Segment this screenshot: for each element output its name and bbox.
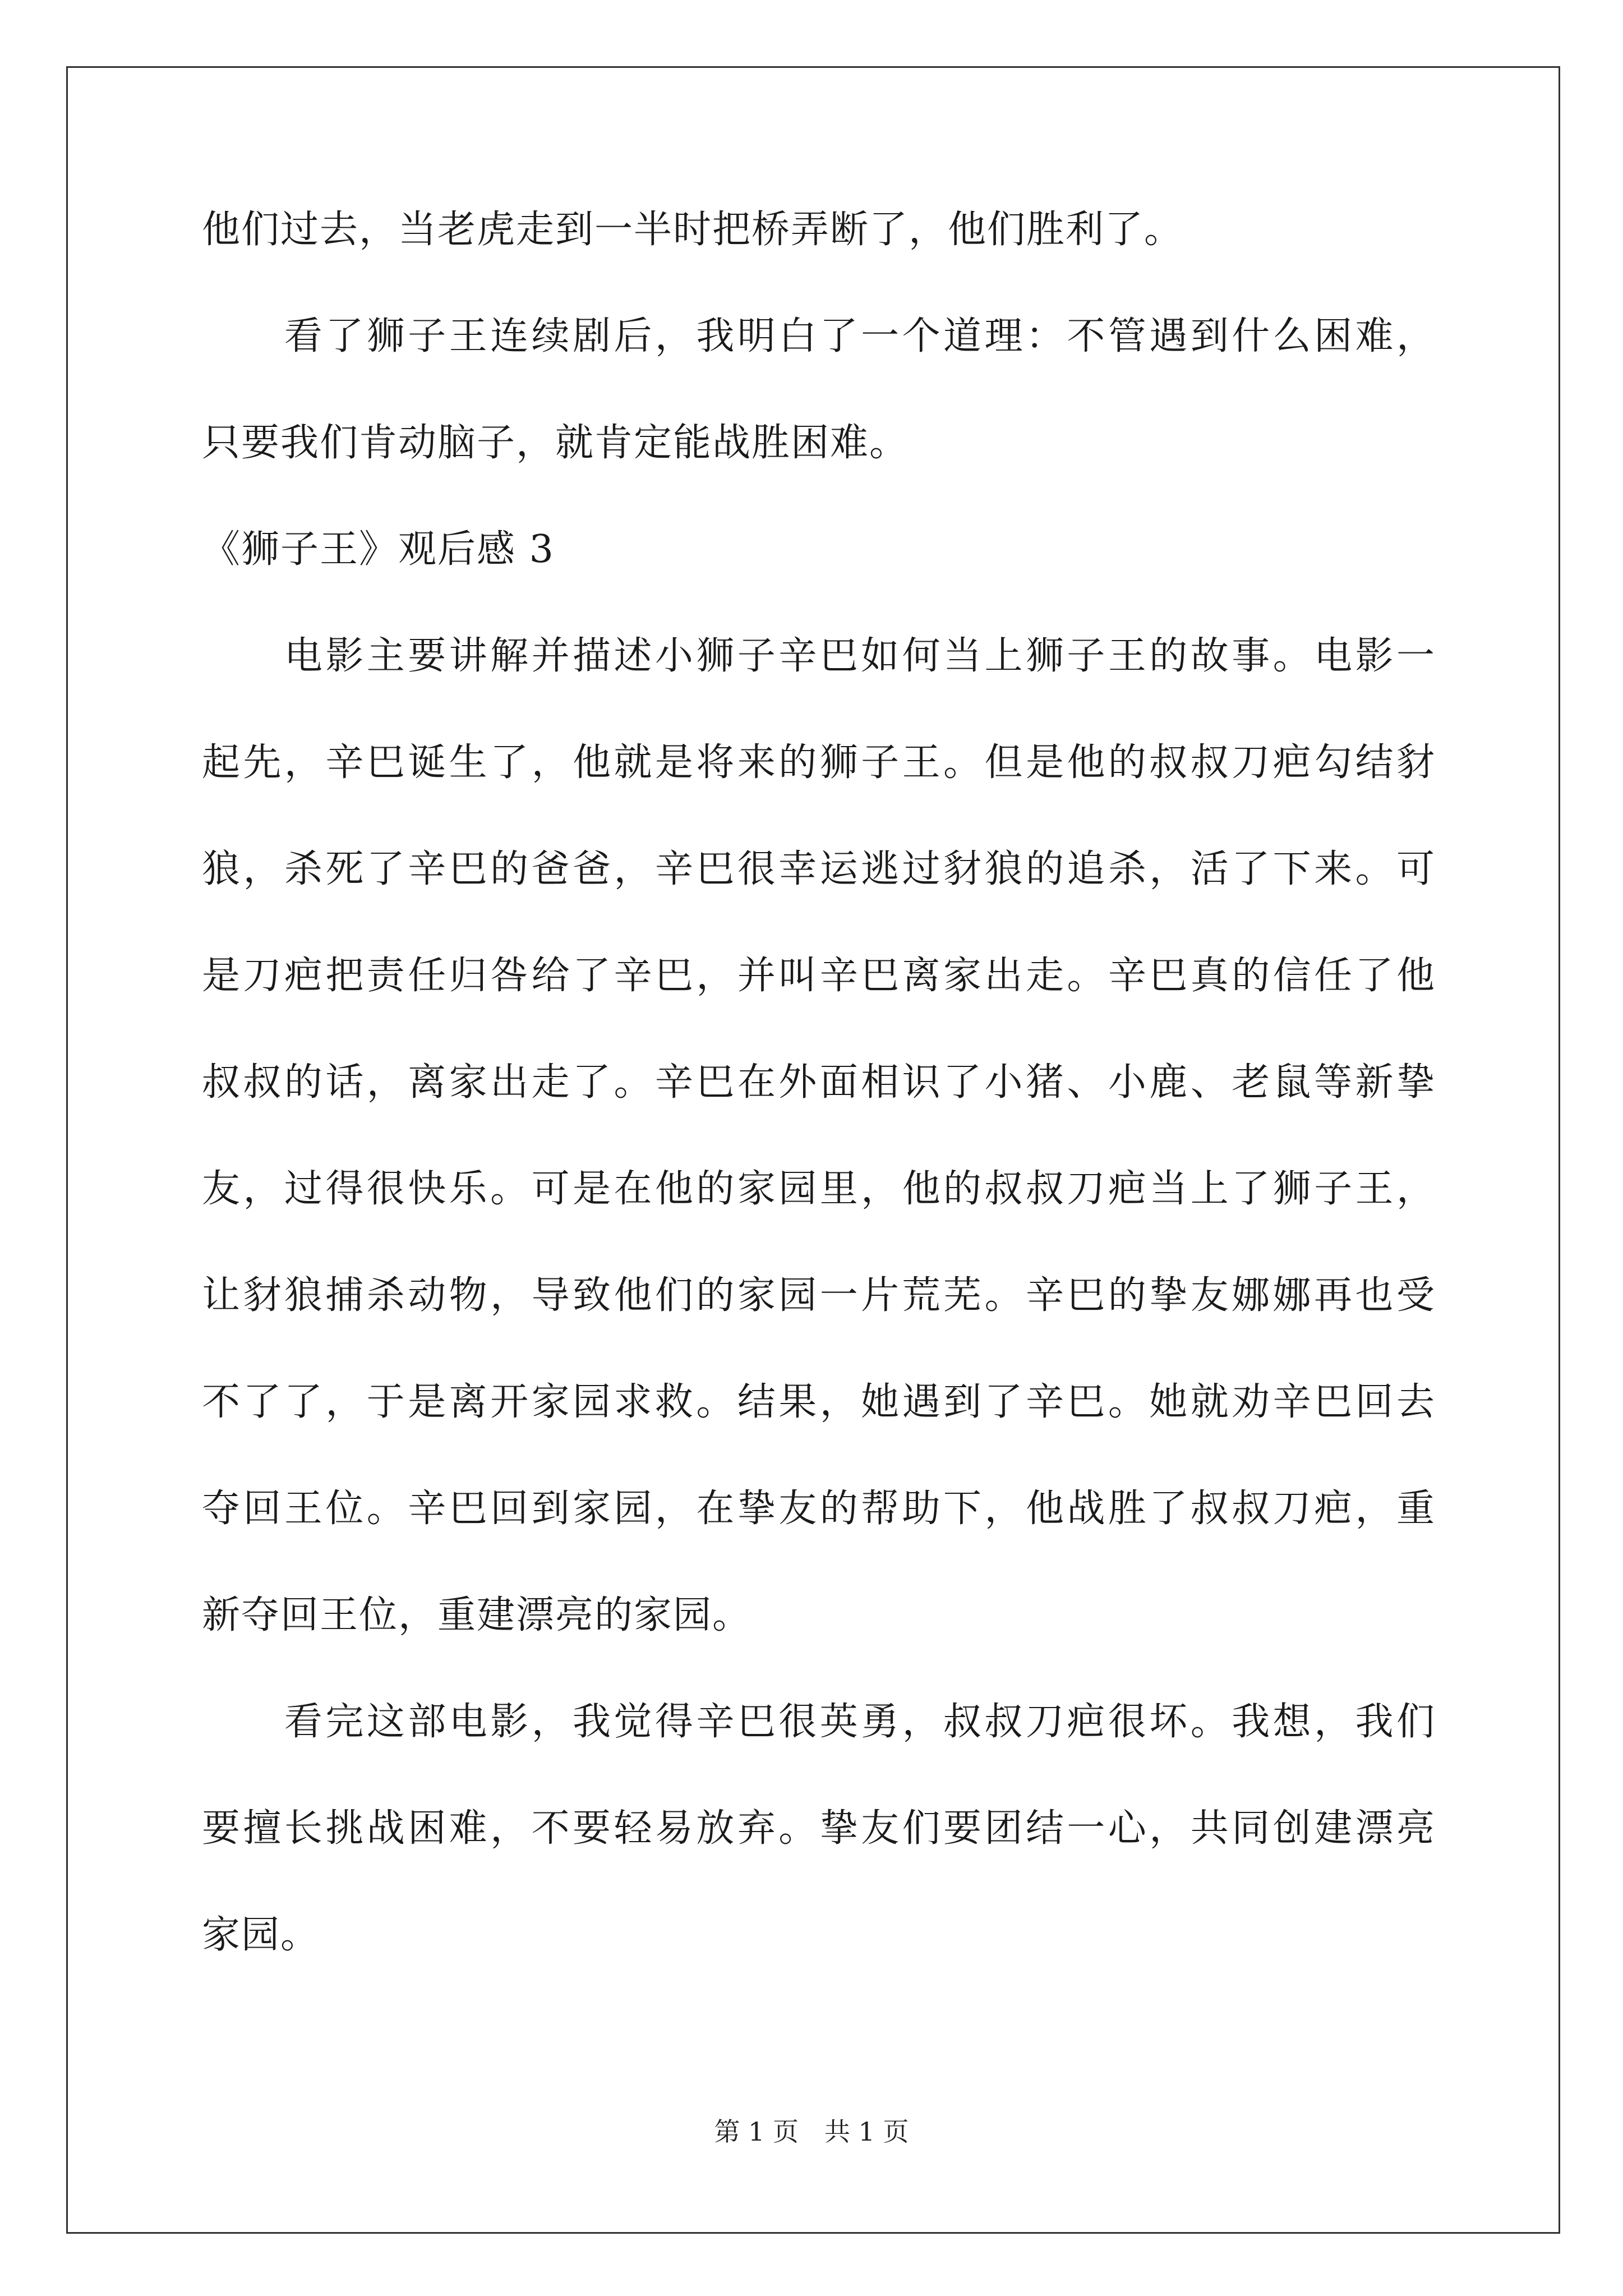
text-line: 看了狮子王连续剧后，我明白了一个道理：不管遇到什么困难， [202, 314, 1436, 358]
text-line: 狼，杀死了辛巴的爸爸，辛巴很幸运逃过豺狼的追杀，活了下来。可 [202, 847, 1436, 891]
text-line: 看完这部电影，我觉得辛巴很英勇，叔叔刀疤很坏。我想，我们 [202, 1700, 1436, 1744]
text-line: 友，过得很快乐。可是在他的家园里，他的叔叔刀疤当上了狮子王， [202, 1167, 1436, 1211]
page-number-footer: 第 1 页 共 1 页 [714, 2116, 909, 2147]
text-line: 叔叔的话，离家出走了。辛巴在外面相识了小猪、小鹿、老鼠等新挚 [202, 1060, 1436, 1105]
section-heading: 《狮子王》观后感 3 [202, 527, 555, 572]
text-line: 让豺狼捕杀动物，导致他们的家园一片荒芜。辛巴的挚友娜娜再也受 [202, 1273, 1436, 1318]
text-line: 不了了，于是离开家园求救。结果，她遇到了辛巴。她就劝辛巴回去 [202, 1380, 1436, 1424]
text-line: 夺回王位。辛巴回到家园，在挚友的帮助下，他战胜了叔叔刀疤，重 [202, 1487, 1436, 1531]
text-line: 他们过去，当老虎走到一半时把桥弄断了，他们胜利了。 [202, 208, 1184, 252]
text-line: 电影主要讲解并描述小狮子辛巴如何当上狮子王的故事。电影一 [202, 634, 1436, 678]
text-line: 新夺回王位，重建漂亮的家园。 [202, 1593, 752, 1637]
text-line: 家园。 [202, 1913, 320, 1957]
text-line: 起先，辛巴诞生了，他就是将来的狮子王。但是他的叔叔刀疤勾结豺 [202, 740, 1436, 785]
text-line: 只要我们肯动脑子，就肯定能战胜困难。 [202, 421, 909, 465]
text-line: 是刀疤把责任归咎给了辛巴，并叫辛巴离家出走。辛巴真的信任了他 [202, 954, 1436, 998]
page-border [66, 66, 1560, 2234]
text-line: 要擅长挑战困难，不要轻易放弃。挚友们要团结一心，共同创建漂亮 [202, 1806, 1436, 1851]
